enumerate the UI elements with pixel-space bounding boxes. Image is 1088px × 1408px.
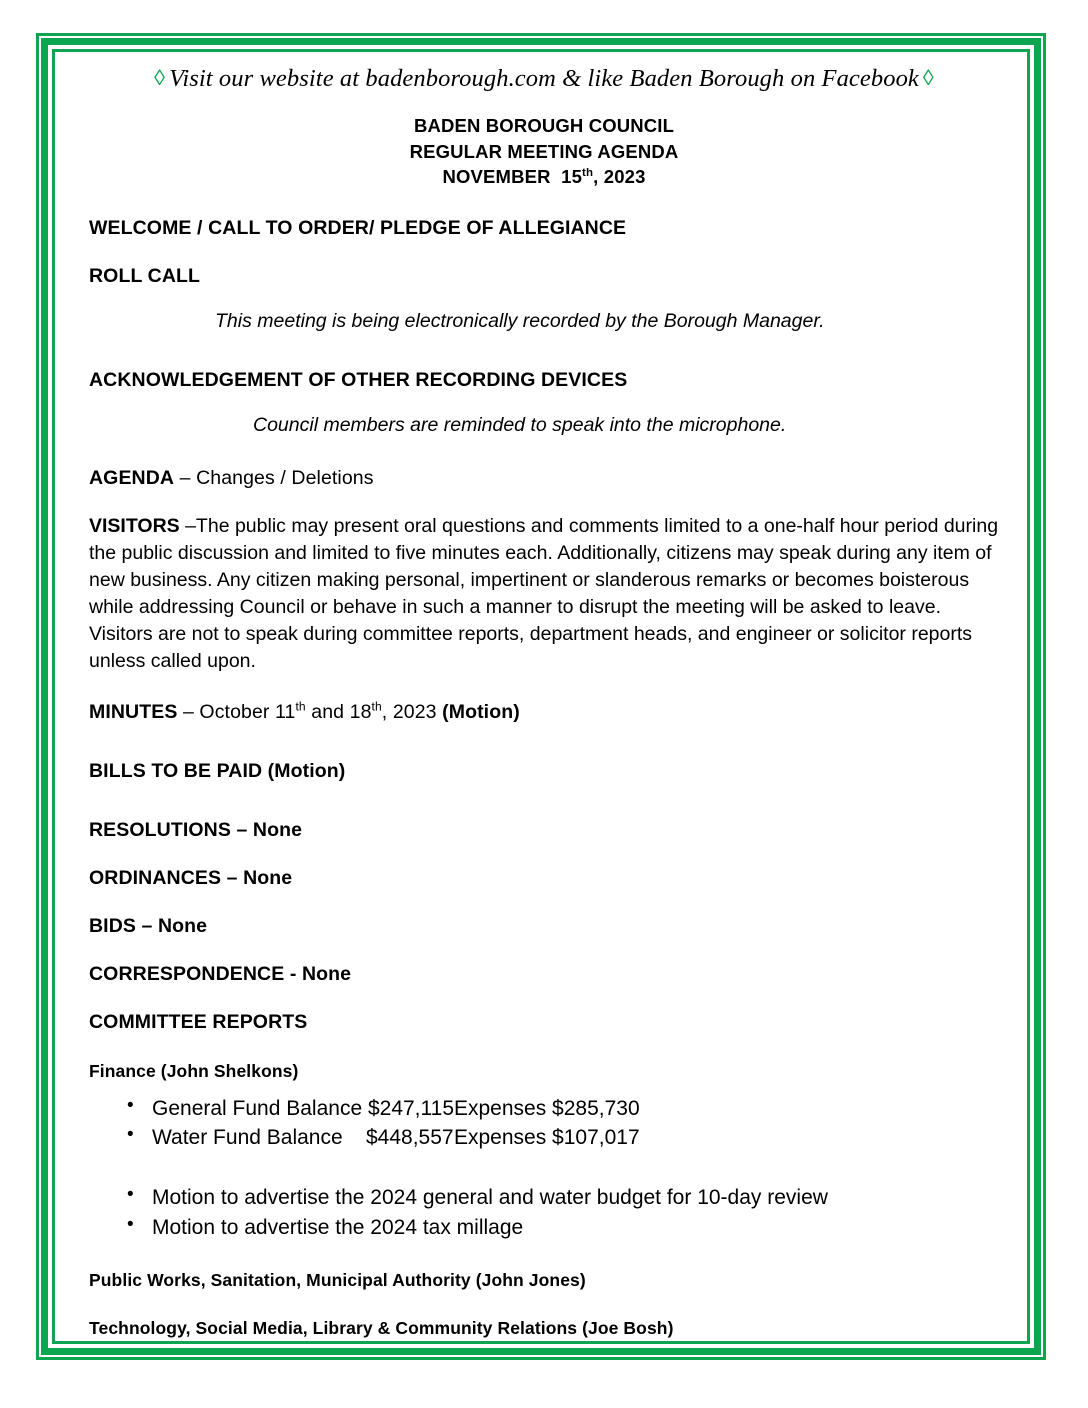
- section-minutes-year: , 2023: [381, 700, 443, 723]
- section-welcome: WELCOME / CALL TO ORDER/ PLEDGE OF ALLEGIANCE: [89, 216, 627, 239]
- finance-balance-list: [89, 1094, 999, 1154]
- finance-motion-list: [89, 1183, 999, 1243]
- section-visitors-text: –The public may present oral questions and comments limited to a one-half hour period during the public discussion and limited to five minutes each. Additionally, citizens may speak during any item of new business. Any citizen making personal, impertinent or slanderous remarks or becomes boisterous while addressing Council or behave in such a manner to disrupt the meeting will be asked to leave. Visitors are not to speak during committee reports, department heads, and engineer or solicitor reports unless called upon.: [89, 514, 999, 673]
- section-minutes-date-1: – October 11: [177, 700, 296, 723]
- section-roll-call: ROLL CALL: [89, 264, 201, 287]
- title-date-ordinal: th: [582, 166, 594, 179]
- document-title-block: [89, 113, 999, 190]
- section-bills: BILLS TO BE PAID (Motion): [89, 759, 346, 782]
- section-resolutions: RESOLUTIONS – None: [89, 818, 303, 841]
- list-item: • Motion to advertise the 2024 tax millage: [89, 1213, 999, 1243]
- section-minutes-date-2: and 18: [305, 700, 372, 723]
- title-line-date: [89, 164, 999, 190]
- section-ordinances: ORDINANCES – None: [89, 866, 293, 889]
- document-content: [89, 58, 999, 1339]
- title-date-prefix: NOVEMBER 15: [442, 166, 583, 188]
- diamond-icon-left: ◊: [154, 65, 166, 90]
- section-committee-reports: COMMITTEE REPORTS: [89, 1010, 308, 1033]
- section-minutes-label: MINUTES: [89, 700, 178, 723]
- note-microphone: Council members are reminded to speak into the microphone.: [253, 413, 787, 436]
- finance-balance-label: Water Fund Balance $448,557: [152, 1126, 454, 1150]
- section-minutes-ordinal-1: th: [295, 699, 306, 714]
- note-recording: This meeting is being electronically recorded by the Borough Manager.: [215, 309, 825, 332]
- finance-expenses-label: Expenses $285,730: [454, 1096, 640, 1120]
- title-date-suffix: , 2023: [593, 166, 646, 188]
- section-acknowledgement: ACKNOWLEDGEMENT OF OTHER RECORDING DEVICES: [89, 368, 628, 391]
- website-banner-text: Visit our website at badenborough.com & like Baden Borough on Facebook: [169, 65, 919, 92]
- section-agenda-detail: – Changes / Deletions: [174, 466, 374, 489]
- section-agenda: [89, 467, 999, 490]
- diamond-icon-right: ◊: [922, 65, 934, 90]
- committee-technology-heading: Technology, Social Media, Library & Community Relations (Joe Bosh): [89, 1317, 674, 1338]
- section-minutes-motion: (Motion): [442, 700, 520, 723]
- committee-finance-heading: Finance (John Shelkons): [89, 1060, 299, 1081]
- list-item: [89, 1123, 999, 1153]
- section-correspondence: CORRESPONDENCE - None: [89, 962, 352, 985]
- section-visitors: [89, 513, 999, 676]
- section-bids: BIDS – None: [89, 914, 208, 937]
- list-item: [89, 1094, 999, 1124]
- section-visitors-label: VISITORS: [89, 514, 180, 537]
- title-line-council: BADEN BOROUGH COUNCIL: [413, 115, 675, 136]
- section-agenda-label: AGENDA: [89, 466, 175, 489]
- finance-expenses-label: Expenses $107,017: [454, 1126, 640, 1150]
- finance-row: [152, 1123, 999, 1153]
- committee-public-works-heading: Public Works, Sanitation, Municipal Authority (John Jones): [89, 1269, 586, 1290]
- finance-balance-label: General Fund Balance $247,115: [152, 1096, 454, 1120]
- website-banner: [89, 58, 999, 93]
- title-line-meeting: REGULAR MEETING AGENDA: [409, 140, 679, 162]
- finance-row: [152, 1094, 999, 1124]
- section-minutes: [89, 701, 999, 724]
- section-minutes-ordinal-2: th: [371, 699, 382, 714]
- list-item: • Motion to advertise the 2024 general and water budget for 10-day review: [89, 1183, 999, 1213]
